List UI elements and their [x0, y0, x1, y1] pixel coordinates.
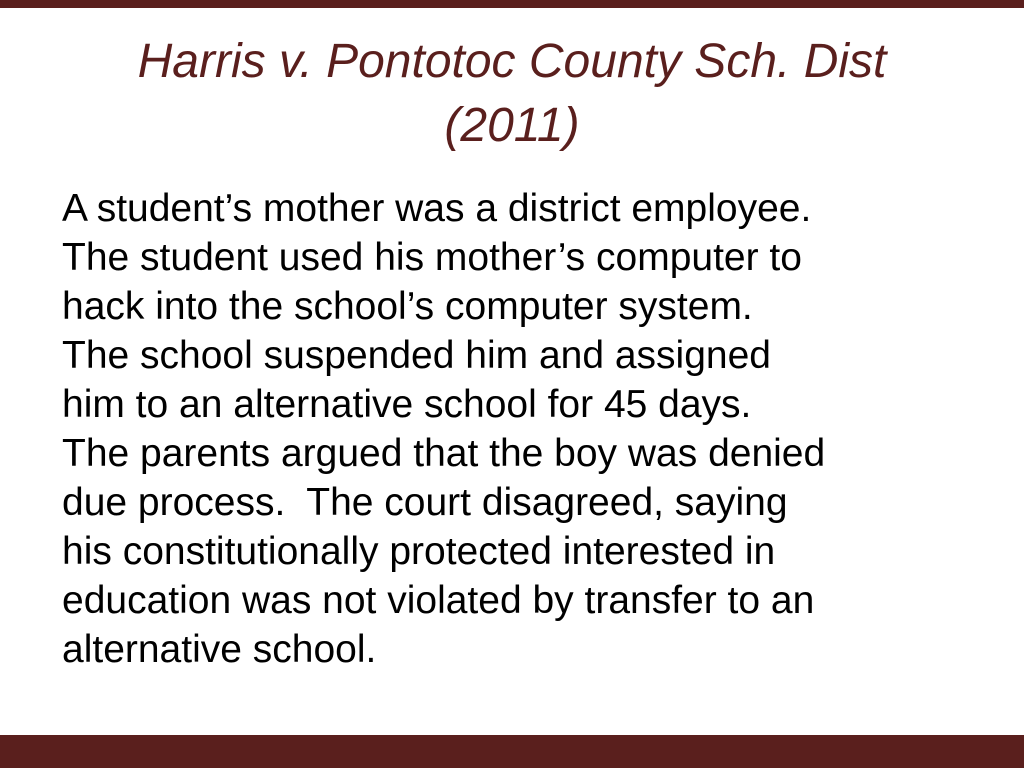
slide-body — [62, 184, 982, 674]
body-line: hack into the school’s computer system. — [62, 285, 753, 328]
body-line: alternative school. — [62, 628, 377, 671]
title-line-1: Harris v. Pontotoc County Sch. Dist — [137, 35, 887, 88]
body-line: The parents argued that the boy was denied — [62, 432, 826, 475]
body-line: due process. The court disagreed, saying — [62, 481, 788, 524]
body-line: A student’s mother was a district employee. — [62, 187, 812, 230]
body-line: his constitutionally protected interested in — [62, 530, 776, 573]
body-line: him to an alternative school for 45 days. — [62, 383, 752, 426]
slide-title — [40, 30, 984, 158]
title-line-2: (2011) — [444, 99, 580, 152]
bottom-accent-bar — [0, 735, 1024, 768]
top-accent-bar — [0, 0, 1024, 8]
body-line: The student used his mother’s computer to — [62, 236, 802, 279]
body-line: The school suspended him and assigned — [62, 334, 771, 377]
body-line: education was not violated by transfer to an — [62, 579, 815, 622]
